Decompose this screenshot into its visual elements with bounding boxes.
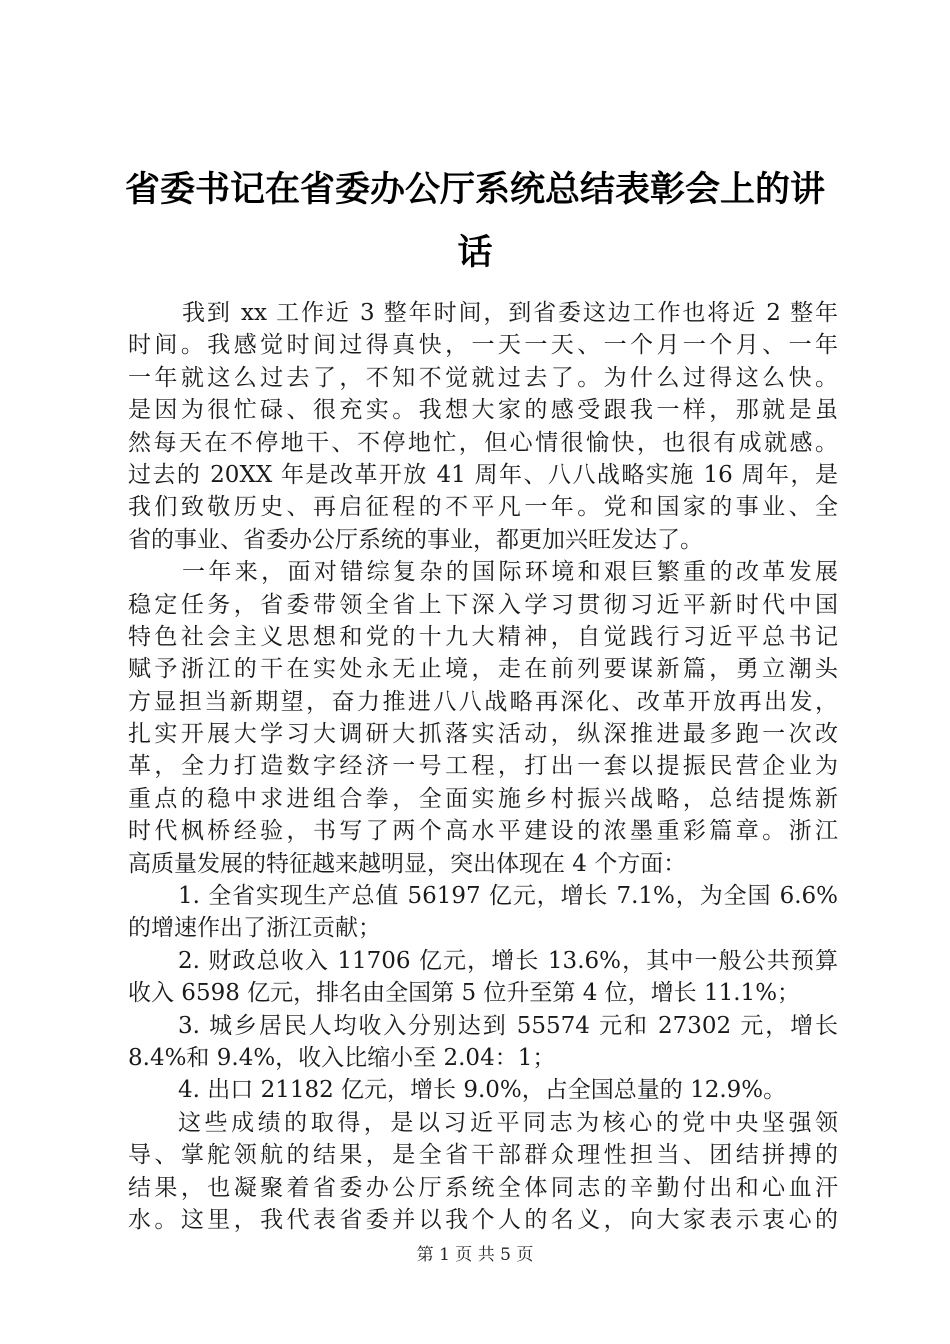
document-title-line-2: 话 (457, 233, 493, 273)
list-item-exports (128, 1074, 838, 1106)
text-line: 是因为很忙碌、很充实。我想大家的感受跟我一样，那就是虽 (128, 397, 838, 424)
text-line: 结果，也凝聚着省委办公厅系统全体同志的辛勤付出和心血汗 (128, 1174, 838, 1201)
list-item-gdp (128, 880, 838, 945)
page-number-footer: 第 1 页 共 5 页 (416, 1245, 534, 1265)
text-line: 水。这里，我代表省委并以我个人的名义，向大家表示衷心的 (128, 1206, 838, 1233)
text-line: 我们致敬历史、再启征程的不平凡一年。党和国家的事业、全 (128, 494, 838, 521)
text-line: 特色社会主义思想和党的十九大精神，自觉践行习近平总书记 (128, 623, 838, 650)
text-line: 收入 6598 亿元，排名由全国第 5 位升至第 4 位，增长 11.1%； (128, 980, 801, 1007)
text-line: 时间。我感觉时间过得真快，一天一天、一个月一个月、一年 (128, 332, 838, 359)
text-line: 4. 出口 21182 亿元，增长 9.0%，占全国总量的 12.9%。 (178, 1077, 787, 1104)
document-title-line-1: 省委书记在省委办公厅系统总结表彰会上的讲 (124, 170, 825, 210)
text-line: 重点的稳中求进组合拳，全面实施乡村振兴战略，总结提炼新 (128, 785, 838, 812)
document-body (128, 297, 838, 1236)
text-line: 8.4%和 9.4%，收入比缩小至 2.04：1； (128, 1044, 556, 1071)
paragraph-achievements (128, 1107, 838, 1237)
text-line: 高质量发展的特征越来越明显，突出体现在 4 个方面： (128, 850, 687, 877)
paragraph-year-review (128, 556, 838, 880)
text-line: 2. 财政总收入 11706 亿元，增长 13.6%，其中一般公共预算 (178, 947, 838, 974)
text-line: 1. 全省实现生产总值 56197 亿元，增长 7.1%，为全国 6.6% (178, 883, 838, 910)
text-line: 赋予浙江的干在实处永无止境，走在前列要谋新篇，勇立潮头 (128, 656, 838, 683)
list-item-income (128, 1010, 838, 1075)
text-line: 导、掌舵领航的结果，是全省干部群众理性担当、团结拼搏的 (128, 1142, 838, 1169)
text-line: 的增速作出了浙江贡献； (128, 915, 381, 942)
paragraph-intro (128, 297, 838, 556)
text-line: 革，全力打造数字经济一号工程，打出一套以提振民营企业为 (128, 753, 838, 780)
text-line: 方显担当新期望，奋力推进八八战略再深化、改革开放再出发， (128, 688, 838, 715)
text-line: 我到 xx 工作近 3 整年时间，到省委这边工作也将近 2 整年 (182, 300, 838, 326)
text-line: 过去的 20XX 年是改革开放 41 周年、八八战略实施 16 周年，是 (128, 461, 838, 488)
text-line: 3. 城乡居民人均收入分别达到 55574 元和 27302 元，增长 (178, 1012, 838, 1039)
text-line: 省的事业、省委办公厅系统的事业，都更加兴旺发达了。 (128, 526, 703, 553)
text-line: 扎实开展大学习大调研大抓落实活动，纵深推进最多跑一次改 (128, 721, 838, 748)
text-line: 时代枫桥经验，书写了两个高水平建设的浓墨重彩篇章。浙江 (128, 818, 838, 845)
text-line: 然每天在不停地干、不停地忙，但心情很愉快，也很有成就感。 (128, 429, 838, 456)
text-line: 这些成绩的取得，是以习近平同志为核心的党中央坚强领 (178, 1109, 838, 1136)
text-line: 稳定任务，省委带领全省上下深入学习贯彻习近平新时代中国 (128, 591, 838, 618)
text-line: 一年来，面对错综复杂的国际环境和艰巨繁重的改革发展 (182, 559, 838, 586)
text-line: 一年就这么过去了，不知不觉就过去了。为什么过得这么快。 (128, 364, 838, 391)
list-item-fiscal-revenue (128, 945, 838, 1010)
